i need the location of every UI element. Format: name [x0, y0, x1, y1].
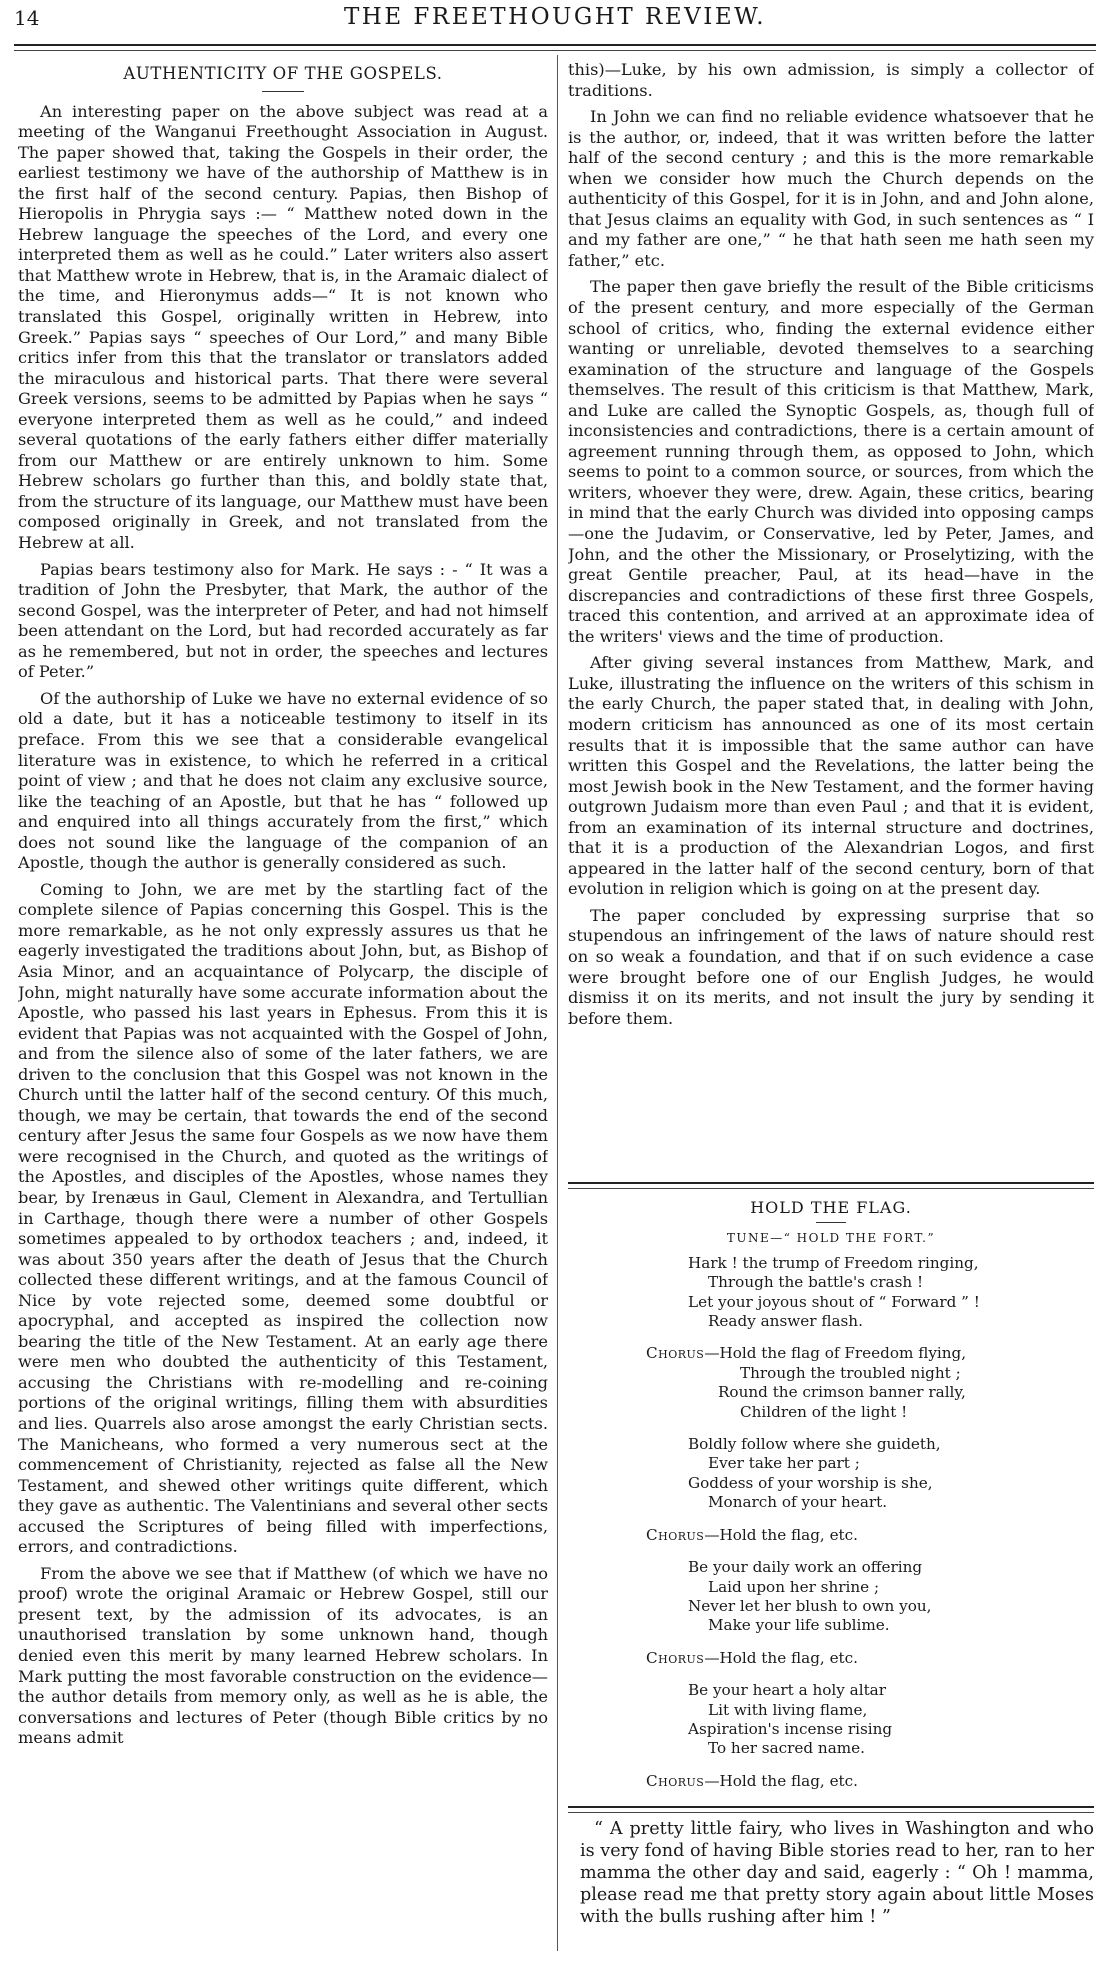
poem-title-rule [816, 1222, 846, 1223]
article-paragraph: Of the authorship of Luke we have no external evidence of so old a date, but it has a noticeable testimony to itself in its preface. From this we see that a considerable evangelical literature was in existence, to which he referred in a critical point of view ; and that he does not claim any exclusive source, like the teaching of an Apostle, but that he has “ followed up and enquired into all things accurately from the first,” which does not sound like the language of the companion of an Apostle, though the author is generally considered as such. [18, 688, 548, 873]
poem [568, 1196, 1094, 1801]
section-rule-thick [568, 1806, 1094, 1808]
poem-line [568, 1526, 1094, 1545]
poem-line [568, 1772, 1094, 1791]
poem-chorus [568, 1649, 1094, 1668]
poem-chorus [568, 1526, 1094, 1545]
article-paragraph: The paper concluded by expressing surprise that so stupendous an infringement of the laws of nature should rest on so weak a foundation, and that if on such evidence a case were brought before one of our English Judges, he would dismiss it on its merits, and not insult the jury by sending it before them. [568, 905, 1094, 1028]
page-number: 14 [14, 6, 40, 30]
chorus-text: —Hold the flag, etc. [704, 1771, 858, 1790]
poem-line: Aspiration's incense rising [688, 1719, 893, 1738]
poem-chorus [568, 1772, 1094, 1791]
poem-line: Through the troubled night ; [740, 1363, 961, 1382]
poem-stanza [568, 1681, 1094, 1759]
poem-line [568, 1344, 1094, 1363]
poem-line: Boldly follow where she guideth, [688, 1435, 941, 1454]
poem-line: Children of the light ! [740, 1402, 908, 1421]
chorus-text: —Hold the flag, etc. [704, 1648, 858, 1667]
poem-line: Goddess of your worship is she, [688, 1473, 933, 1492]
poem-title: HOLD THE FLAG. [750, 1198, 912, 1217]
poem-line: Hark ! the trump of Freedom ringing, [688, 1253, 979, 1272]
title-rule [262, 91, 304, 92]
poem-line: Round the crimson banner rally, [718, 1383, 966, 1402]
chorus-label: Chorus [646, 1525, 705, 1544]
article-paragraph: The paper then gave briefly the result of the Bible criticisms of the present century, and more especially of the German school of critics, who, finding the external evidence either wanting or unreliable, devoted themselves to a searching examination of the structure and language of the Gospels themselves. The result of this criticism is that Matthew, Mark, and Luke are called the Synoptic Gospels, as, though full of inconsistencies and contradictions, there is a certain amount of agreement running through them, as opposed to John, which seems to point to a common source, or sources, from which the writers, whoever they were, drew. Again, these critics, bearing in mind that the early Church was divided into opposing camps—one the Judavim, or Conservative, led by Peter, James, and John, and the other the Missionary, or Proselytizing, with the great Gentile preacher, Paul, at its head—have in the discrepancies and contradictions of these first three Gospels, traced this contention, and arrived at an approximate idea of the writers' views and the time of production. [568, 277, 1094, 646]
journal-title: THE FREETHOUGHT REVIEW. [343, 4, 767, 30]
poem-line: Through the battle's crash ! [708, 1273, 924, 1292]
chorus-label: Chorus [646, 1344, 705, 1363]
poem-line: Never let her blush to own you, [688, 1596, 932, 1615]
chorus-label: Chorus [646, 1648, 705, 1667]
poem-stanza [568, 1558, 1094, 1636]
article-paragraph: this)—Luke, by his own admission, is simply a collector of traditions. [568, 60, 1094, 100]
poem-stanza [568, 1254, 1094, 1332]
poem-chorus [568, 1344, 1094, 1422]
poem-line: Be your heart a holy altar [688, 1681, 886, 1700]
poem-line: Make your life sublime. [708, 1616, 890, 1635]
page-header [14, 4, 1096, 40]
poem-line: Laid upon her shrine ; [708, 1577, 880, 1596]
poem-line: To her sacred name. [708, 1739, 865, 1758]
poem-line [568, 1649, 1094, 1668]
left-column [18, 60, 548, 1955]
poem-line: Ever take her part ; [708, 1454, 860, 1473]
article-paragraph: After giving several instances from Matthew, Mark, and Luke, illustrating the influence on the writers of this schism in the early Church, the paper stated that, in dealing with John, modern criticism has announced as one of its most certain results that it is impossible that the same author can have written this Gospel and the Revelations, the latter being the most Jewish book in the New Testament, and the former having outgrown Judaism more than even Paul ; and that it is evident, from an examination of its internal structure and doctrines, that it is a production of the Alexandrian Logos, and first appeared in the latter half of the second century, born of that evolution in religion which is going on at the present day. [568, 653, 1094, 899]
article-title: AUTHENTICITY OF THE GOSPELS. [123, 64, 443, 83]
poem-tune: TUNE—“ HOLD THE FORT.” [726, 1231, 936, 1246]
header-rule-thick [14, 44, 1096, 46]
article-paragraph: In John we can find no reliable evidence whatsoever that he is the author, or, indeed, that it was written before the latter half of the second century ; and this is the more remarkable when we consider how much the Church depends on the authenticity of this Gospel, for it is in John, and and John alone, that Jesus claims an equality with God, in such sentences as “ I and my father are one,” “ he that hath seen me hath seen my father,” etc. [568, 107, 1094, 270]
poem-line: Ready answer flash. [708, 1312, 863, 1331]
section-rule-thin [568, 1188, 1094, 1189]
article-paragraph: Coming to John, we are met by the startling fact of the complete silence of Papias concerning this Gospel. This is the more remarkable, as he not only expressly assures us that he eagerly investigated the traditions about John, but, as Bishop of Asia Minor, and an acquaintance of Polycarp, the disciple of John, might naturally have some accurate information about the Apostle, who passed his last years in Ephesus. From this it is evident that Papias was not acquainted with the Gospel of John, and from the silence also of some of the later fathers, we are driven to the conclusion that this Gospel was not known in the Church until the latter half of the second century. Of this much, though, we may be certain, that towards the end of the second century after Jesus the same four Gospels as we now have them were recognised in the Church, and quoted as the writings of the Apostles, and disciples of the Apostles, whose names they bear, by Irenæus in Gaul, Clement in Alexandra, and Tertullian in Carthage, though there were a number of other Gospels sometimes appealed to by orthodox teachers ; and, indeed, it was about 350 years after the death of Jesus that the Church collected these different writings, and at the famous Council of Nice by vote rejected some, deemed some doubtful or apocryphal, and accepted as inspired the collection now bearing the title of the New Testament. At an early age there were men who doubted the authenticity of this Testament, accusing the Christians with re-modelling and re-coining portions of the original writings, filling them with absurdities and lies. Quarrels also arose amongst the early Christian sects. The Manicheans, who formed a very numerous sect at the commencement of Christianity, rejected as false all the New Testament, and shewed other writings quite different, which they gave as authentic. The Valentinians and several other sects accused the Scriptures of being filled with imperfections, errors, and contradictions. [18, 879, 548, 1557]
header-rule-thin [14, 50, 1096, 51]
poem-line: Let your joyous shout of “ Forward ” ! [688, 1292, 980, 1311]
chorus-text: —Hold the flag of Freedom flying, [704, 1344, 967, 1363]
poem-line: Be your daily work an offering [688, 1558, 923, 1577]
chorus-label: Chorus [646, 1771, 705, 1790]
poem-line: Monarch of your heart. [708, 1493, 888, 1512]
poem-stanza [568, 1435, 1094, 1513]
right-column [568, 60, 1094, 1180]
article-paragraph: From the above we see that if Matthew (of which we have no proof) wrote the original Aramaic or Hebrew Gospel, still our present text, by the admission of its advocates, is an unauthorised translation by some unknown hand, though denied even this merit by many learned Hebrew scholars. In Mark putting the most favorable construction on the evidence—the author details from memory only, as well as he is able, the conversations and lectures of Peter (though Bible critics by no means admit [18, 1563, 548, 1748]
article-paragraph: An interesting paper on the above subject was read at a meeting of the Wanganui Freethought Association in August. The paper showed that, taking the Gospels in their order, the earliest testimony we have of the authorship of Matthew is in the first half of the second century. Papias, then Bishop of Hieropolis in Phrygia says :— “ Matthew noted down in the Hebrew language the speeches of the Lord, and every one interpreted them as well as he could.” Later writers also assert that Matthew wrote in Hebrew, that is, in the Aramaic dialect of the time, and Hieronymus adds—“ It is not known who translated this Gospel, originally written in Hebrew, into Greek.” Papias says “ speeches of Our Lord,” and many Bible critics infer from this that the translator or translators added the miraculous and historical parts. That there were several Greek versions, seems to be admitted by Papias when he says “ everyone interpreted them as well as he could,” and indeed several quotations of the early fathers either differ materially from our Matthew or are entirely unknown to him. Some Hebrew scholars go further than this, and boldly state that, from the structure of its language, our Matthew must have been composed originally in Greek, and not translated from the Hebrew at all. [18, 101, 548, 553]
chorus-text: —Hold the flag, etc. [704, 1525, 858, 1544]
anecdote-text: “ A pretty little fairy, who lives in Washington and who is very fond of having Bible stories read to her, ran to her mamma the other day and said, eagerly : “ Oh ! mamma, please read me that pretty story again about little Moses with the bulls rushing after him ! ” [580, 1819, 1094, 1927]
poem-line: Lit with living flame, [708, 1700, 868, 1719]
article-paragraph: Papias bears testimony also for Mark. He says : - “ It was a tradition of John the Presbyter, that Mark, the author of the second Gospel, was the interpreter of Peter, and had not himself been attendant on the Lord, but had recorded accurately as far as he remembered, but not in order, the speeches and lectures of Peter.” [18, 559, 548, 682]
section-rule-thin [568, 1812, 1094, 1813]
anecdote [580, 1818, 1094, 1958]
column-divider [557, 55, 558, 1951]
section-rule-thick [568, 1182, 1094, 1184]
